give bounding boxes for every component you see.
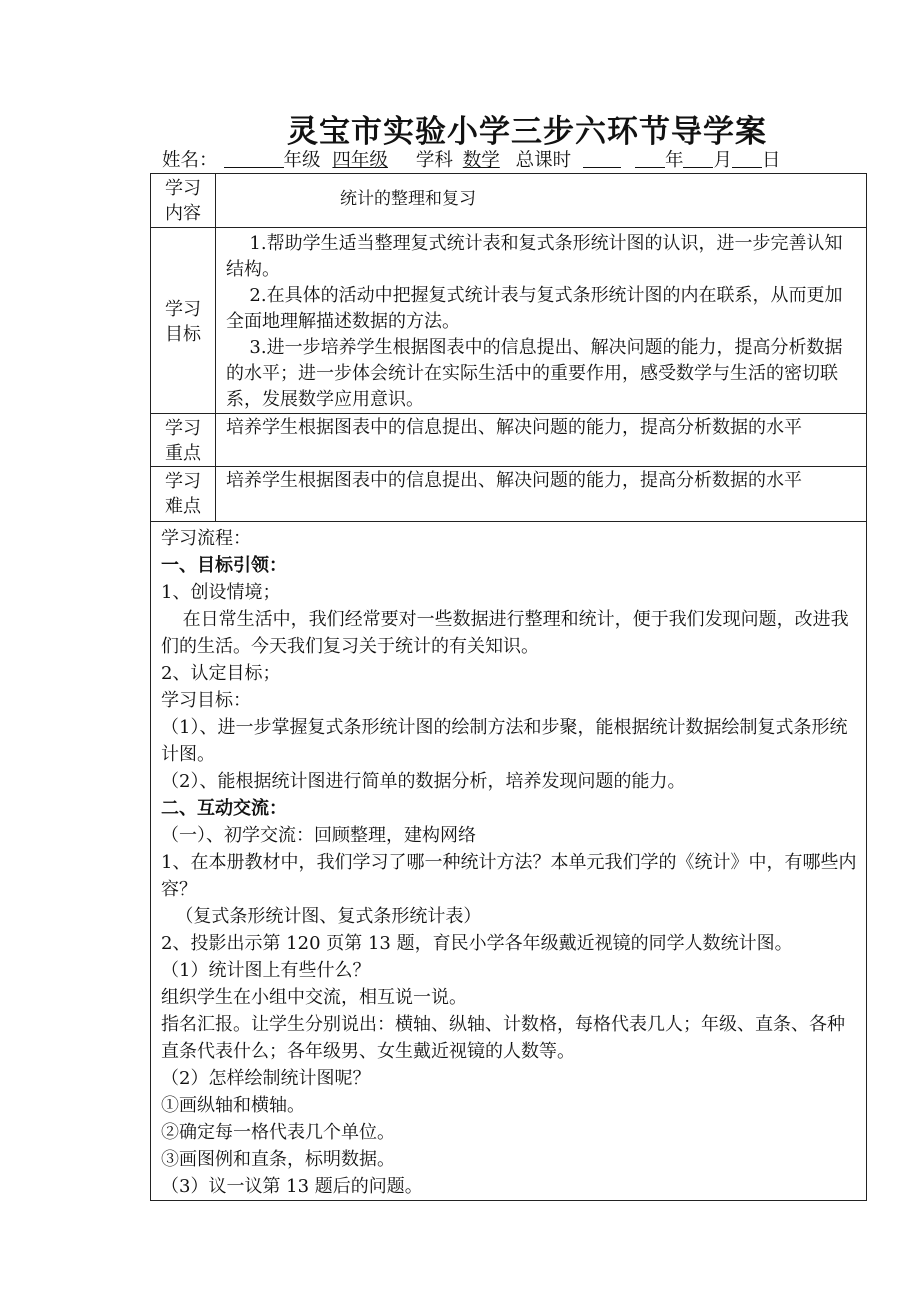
year-field[interactable] — [635, 149, 665, 168]
day-label: 日 — [761, 150, 781, 171]
difficulty-row — [151, 467, 867, 522]
question-1-answer: （复式条形统计图、复式条形统计表） — [175, 906, 482, 927]
question-2-2: （2）怎样绘制统计图呢？ — [161, 1068, 371, 1089]
difficulty-label-cell — [151, 467, 216, 522]
question-1: 1、在本册教材中，我们学习了哪一种统计方法？本单元我们学的《统计》中，有哪些内容？ — [161, 852, 857, 900]
goal-label-line-2: 目标 — [165, 323, 201, 345]
step-1: ①画纵轴和横轴。 — [161, 1095, 305, 1116]
difficulty-value: 培养学生根据图表中的信息提出、解决问题的能力，提高分析数据的水平 — [226, 470, 802, 491]
key-label-line-1: 学习 — [165, 418, 201, 439]
section-1-item-1-text: 在日常生活中，我们经常要对一些数据进行整理和统计，便于我们发现问题，改进我们的生活。今天我们复习关于统计的有关知识。 — [161, 609, 849, 657]
name-label: 姓名： — [162, 150, 218, 171]
section-1-item-1: 1、创设情境； — [161, 582, 281, 603]
goal-item-3: 3.进一步培养学生根据图表中的信息提出、解决问题的能力，提高分析数据的水平；进一步体会统计在实际生活中的重要作用，感受数学与生活的密切联系，发展数学应用意识。 — [226, 337, 843, 410]
flow-heading: 学习流程： — [161, 528, 251, 549]
content-label-line-2: 内容 — [165, 203, 201, 224]
section-1-goal-2: （2）、能根据统计图进行简单的数据分析，培养发现问题的能力。 — [161, 771, 686, 792]
content-row — [151, 174, 867, 228]
section-1-title: 一、目标引领： — [161, 555, 287, 576]
name-field[interactable] — [224, 149, 284, 168]
goal-label-cell — [151, 228, 216, 414]
key-value: 培养学生根据图表中的信息提出、解决问题的能力，提高分析数据的水平 — [226, 417, 802, 438]
key-value-cell — [216, 414, 867, 467]
section-1-goal-1: （1）、进一步掌握复式条形统计图的绘制方法和步聚，能根据统计数据绘制复式条形统计图。 — [161, 717, 848, 765]
grade-label: 年级 — [283, 150, 321, 171]
day-field[interactable] — [732, 149, 762, 168]
goal-label-line-1: 学习 — [165, 298, 201, 320]
goal-item-1: 1.帮助学生适当整理复式统计表和复式条形统计图的认识，进一步完善认知结构。 — [226, 233, 843, 280]
difficulty-label-line-2: 难点 — [165, 496, 201, 517]
lesson-plan-table — [150, 173, 867, 1201]
goal-row — [151, 228, 867, 414]
step-3: ③画图例和直条，标明数据。 — [161, 1149, 395, 1170]
section-1-goals-label: 学习目标： — [161, 690, 251, 711]
question-2: 2、投影出示第 120 页第 13 题，育民小学各年级戴近视镜的同学人数统计图。 — [161, 933, 793, 954]
header-line — [162, 146, 780, 172]
subject-label: 学科 — [415, 150, 453, 171]
key-label-line-2: 重点 — [165, 443, 201, 464]
question-2-1-a: 组织学生在小组中交流，相互说一说。 — [161, 987, 467, 1008]
total-hours-field[interactable] — [583, 149, 621, 168]
content-value-cell — [216, 174, 867, 228]
page-title: 灵宝市实验小学三步六环节导学案 — [287, 114, 767, 150]
month-label: 月 — [713, 150, 732, 171]
key-point-row — [151, 414, 867, 467]
goal-item-2: 2.在具体的活动中把握复式统计表与复式条形统计图的内在联系，从而更加全面地理解描述数据的方法。 — [226, 285, 843, 332]
key-label-cell — [151, 414, 216, 467]
question-2-3: （3）议一议第 13 题后的问题。 — [161, 1176, 423, 1197]
section-2-subtitle: （一）、初学交流：回顾整理，建构网络 — [161, 825, 476, 846]
section-1-item-2: 2、认定目标； — [161, 663, 281, 684]
total-hours-label: 总课时 — [515, 150, 572, 171]
subject-value: 数学 — [462, 150, 500, 171]
flow-cell — [151, 522, 867, 1201]
question-2-1: （1）统计图上有些什么？ — [161, 960, 371, 981]
content-value: 统计的整理和复习 — [340, 189, 476, 209]
difficulty-label-line-1: 学习 — [165, 471, 201, 492]
goal-list-cell — [216, 228, 867, 414]
section-2-title: 二、互动交流： — [161, 798, 287, 819]
content-label-cell — [151, 174, 216, 228]
difficulty-value-cell — [216, 467, 867, 522]
month-field[interactable] — [683, 149, 713, 168]
flow-row — [151, 522, 867, 1201]
step-2: ②确定每一格代表几个单位。 — [161, 1122, 395, 1143]
question-2-1-b: 指名汇报。让学生分别说出：横轴、纵轴、计数格，每格代表几人；年级、直条、各种直条代表什么；各年级男、女生戴近视镜的人数等。 — [161, 1014, 845, 1062]
year-label: 年 — [664, 150, 684, 171]
content-label-line-1: 学习 — [165, 178, 201, 199]
grade-value: 四年级 — [332, 150, 388, 171]
